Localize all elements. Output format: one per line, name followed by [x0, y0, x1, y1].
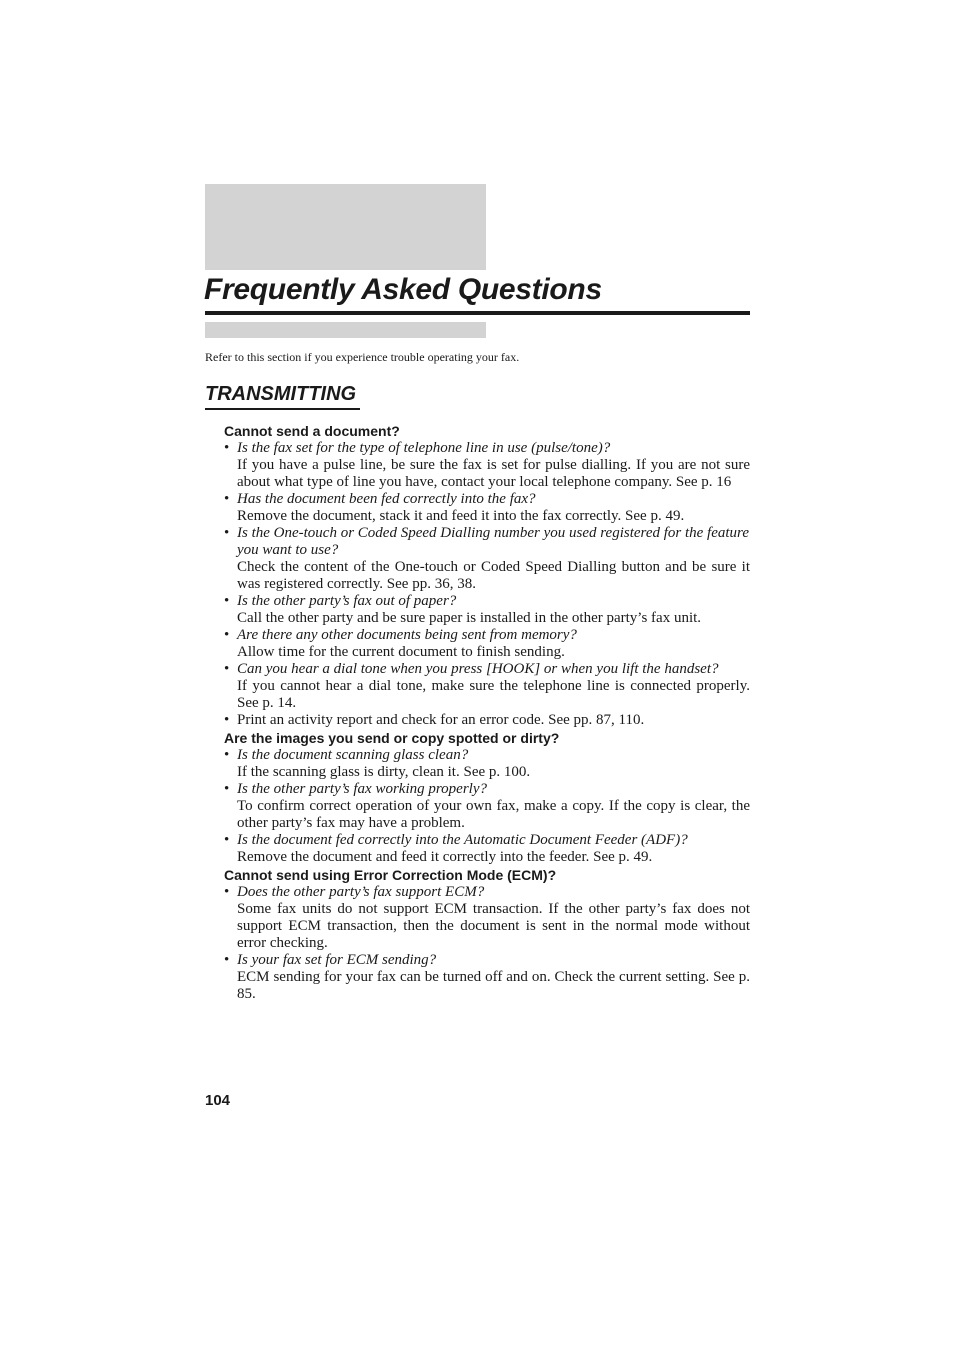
faq-question: • Is the One-touch or Coded Speed Dialling number you used registered for the feature you want to use? — [237, 525, 749, 558]
faq-question: • Is the other party’s fax out of paper? — [237, 593, 457, 609]
faq-answer: If you cannot hear a dial tone, make sure the telephone line is connected properly. See p. 14. — [237, 678, 750, 711]
faq-item — [224, 712, 750, 729]
faq-answer: Remove the document and feed it correctly into the feeder. See p. 49. — [237, 849, 653, 865]
faq-answer: If you have a pulse line, be sure the fax is set for pulse dialling. If you are not sure about what type of line you have, contact your local telephone company. See p. 16 — [237, 457, 750, 490]
faq-answer: If the scanning glass is dirty, clean it. See p. 100. — [237, 764, 531, 780]
faq-item — [224, 440, 750, 491]
faq-answer: • Print an activity report and check for an error code. See pp. 87, 110. — [237, 712, 645, 728]
faq-question: • Does the other party’s fax support ECM? — [237, 884, 485, 900]
faq-item — [224, 952, 750, 1003]
page-number: 104 — [205, 1092, 231, 1109]
faq-question: • Is the other party’s fax working properly? — [237, 781, 487, 797]
faq-list — [224, 884, 750, 1003]
faq-question: • Is the document fed correctly into the Automatic Document Feeder (ADF)? — [237, 832, 688, 848]
faq-question: • Is your fax set for ECM sending? — [237, 952, 437, 968]
faq-answer: Allow time for the current document to finish sending. — [237, 644, 565, 660]
faq-question: • Are there any other documents being sent from memory? — [237, 627, 577, 643]
faq-item — [224, 661, 750, 712]
faq-item — [224, 525, 750, 593]
faq-content — [224, 422, 750, 1003]
intro-text: Refer to this section if you experience trouble operating your fax. — [205, 350, 520, 364]
section-title: TRANSMITTING — [205, 383, 357, 405]
faq-answer: To confirm correct operation of your own fax, make a copy. If the copy is clear, the other party’s fax may have a problem. — [237, 798, 750, 831]
faq-answer: Check the content of the One-touch or Coded Speed Dialling button and be sure it was registered correctly. See pp. 36, 38. — [237, 559, 750, 592]
faq-item — [224, 593, 750, 627]
header-gray-bar — [205, 322, 486, 338]
header-gray-block — [205, 184, 486, 270]
faq-item — [224, 747, 750, 781]
faq-item — [224, 832, 750, 866]
faq-question: • Is the document scanning glass clean? — [237, 747, 469, 763]
faq-question: • Has the document been fed correctly into the fax? — [237, 491, 536, 507]
faq-group-heading: Cannot send using Error Correction Mode (ECM)? — [224, 867, 557, 883]
faq-answer: ECM sending for your fax can be turned off and on. Check the current setting. See p. 85. — [237, 969, 750, 1002]
faq-item — [224, 781, 750, 832]
title-underline — [205, 311, 750, 315]
faq-answer: Remove the document, stack it and feed it into the fax correctly. See p. 49. — [237, 508, 685, 524]
faq-group-heading: Cannot send a document? — [224, 423, 400, 439]
faq-item — [224, 627, 750, 661]
faq-list — [224, 440, 750, 729]
page-title: Frequently Asked Questions — [204, 273, 602, 306]
faq-group-heading: Are the images you send or copy spotted or dirty? — [224, 730, 560, 746]
faq-question: • Is the fax set for the type of telephone line in use (pulse/tone)? — [237, 440, 611, 456]
faq-item — [224, 491, 750, 525]
faq-answer: Some fax units do not support ECM transaction. If the other party’s fax does not support ECM transaction, then the document is sent in the normal mode without error checking. — [237, 901, 750, 951]
faq-answer: Call the other party and be sure paper is installed in the other party’s fax unit. — [237, 610, 702, 626]
faq-question: • Can you hear a dial tone when you press [HOOK] or when you lift the handset? — [237, 661, 719, 677]
section-underline — [205, 408, 360, 410]
faq-item — [224, 884, 750, 952]
faq-list — [224, 747, 750, 866]
